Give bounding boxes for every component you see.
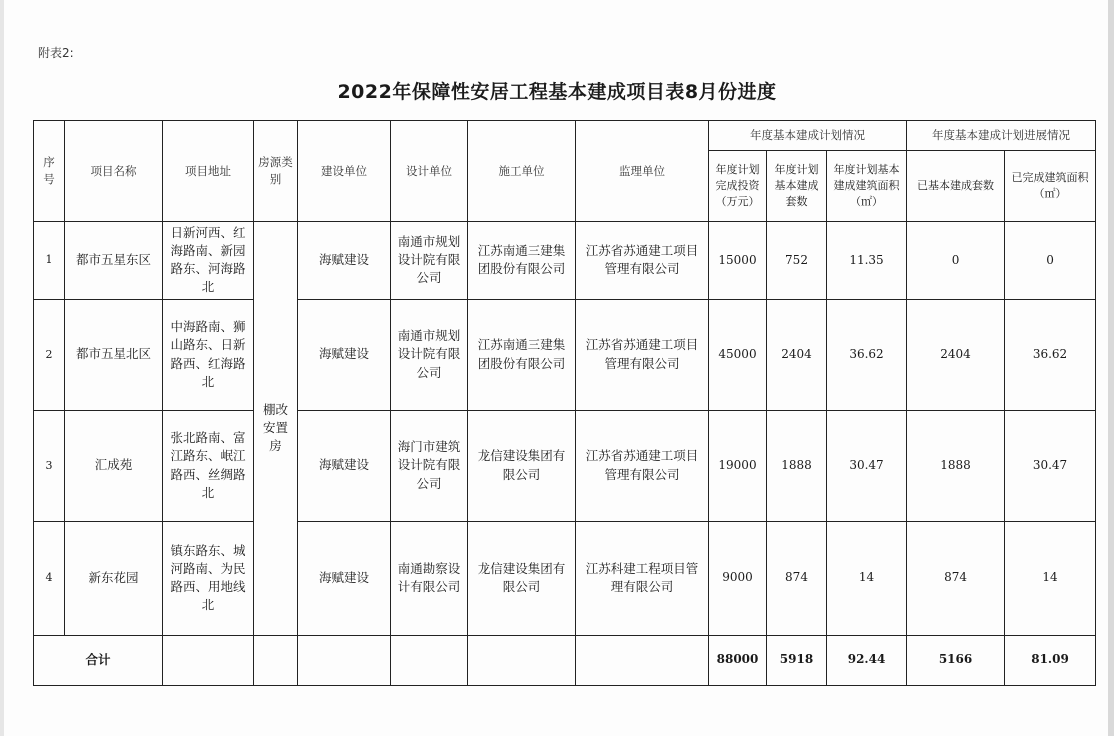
plan-investment: 15000 [709,222,767,300]
supervisor: 江苏科建工程项目管理有限公司 [576,521,709,635]
plan-units: 752 [767,222,827,300]
row-index: 1 [34,222,65,300]
header-supervisor: 监理单位 [576,121,709,222]
total-label: 合计 [34,635,163,685]
header-plan-investment: 年度计划完成投资（万元） [709,151,767,222]
constructor: 龙信建设集团有限公司 [468,410,576,521]
scan-left-edge [0,0,4,736]
constructor: 江苏南通三建集团股份有限公司 [468,299,576,410]
total-empty-cell [163,635,254,685]
project-address: 镇东路东、城河路南、为民路西、用地线北 [163,521,254,635]
header-address: 项目地址 [163,121,254,222]
table-row [34,410,1096,521]
project-name: 都市五星东区 [65,222,163,300]
header-done-area: 已完成建筑面积（㎡） [1005,151,1096,222]
row-index: 3 [34,410,65,521]
page-title: 2022年保障性安居工程基本建成项目表8月份进度 [337,81,777,103]
header-project-name: 项目名称 [65,121,163,222]
table-row [34,222,1096,300]
builder: 海赋建设 [298,410,391,521]
attachment-label: 附表2: [38,46,74,60]
table-row [34,299,1096,410]
done-units: 0 [907,222,1005,300]
constructor: 江苏南通三建集团股份有限公司 [468,222,576,300]
plan-investment: 19000 [709,410,767,521]
scan-right-edge [1108,0,1114,736]
project-name: 新东花园 [65,521,163,635]
row-index: 4 [34,521,65,635]
done-units: 874 [907,521,1005,635]
done-area: 36.62 [1005,299,1096,410]
done-units: 2404 [907,299,1005,410]
total-plan-units: 5918 [767,635,827,685]
row-index: 2 [34,299,65,410]
plan-units: 1888 [767,410,827,521]
plan-area: 30.47 [827,410,907,521]
plan-investment: 45000 [709,299,767,410]
builder: 海赋建设 [298,222,391,300]
project-address: 日新河西、红海路南、新园路东、河海路北 [163,222,254,300]
builder: 海赋建设 [298,299,391,410]
supervisor: 江苏省苏通建工项目管理有限公司 [576,222,709,300]
project-name: 汇成苑 [65,410,163,521]
header-plan-area: 年度计划基本建成建筑面积（㎡） [827,151,907,222]
plan-area: 14 [827,521,907,635]
total-plan-investment: 88000 [709,635,767,685]
total-empty-cell [254,635,298,685]
builder: 海赋建设 [298,521,391,635]
header-index: 序号 [34,121,65,222]
plan-area: 36.62 [827,299,907,410]
header-builder: 建设单位 [298,121,391,222]
done-area: 0 [1005,222,1096,300]
total-empty-cell [298,635,391,685]
project-address: 张北路南、富江路东、岷江路西、丝绸路北 [163,410,254,521]
header-house-type: 房源类别 [254,121,298,222]
header-constructor: 施工单位 [468,121,576,222]
project-table [33,120,1096,686]
total-row [34,635,1096,685]
designer: 南通勘察设计有限公司 [391,521,468,635]
total-empty-cell [468,635,576,685]
designer: 南通市规划设计院有限公司 [391,299,468,410]
plan-units: 2404 [767,299,827,410]
table-row [34,521,1096,635]
header-plan-units: 年度计划基本建成套数 [767,151,827,222]
done-area: 30.47 [1005,410,1096,521]
constructor: 龙信建设集团有限公司 [468,521,576,635]
done-area: 14 [1005,521,1096,635]
done-units: 1888 [907,410,1005,521]
plan-units: 874 [767,521,827,635]
project-name: 都市五星北区 [65,299,163,410]
header-group-progress: 年度基本建成计划进展情况 [907,121,1096,151]
total-empty-cell [576,635,709,685]
house-type: 棚改安置房 [254,222,298,636]
plan-area: 11.35 [827,222,907,300]
total-done-area: 81.09 [1005,635,1096,685]
designer: 海门市建筑设计院有限公司 [391,410,468,521]
total-empty-cell [391,635,468,685]
designer: 南通市规划设计院有限公司 [391,222,468,300]
total-done-units: 5166 [907,635,1005,685]
header-group-plan: 年度基本建成计划情况 [709,121,907,151]
supervisor: 江苏省苏通建工项目管理有限公司 [576,410,709,521]
header-done-units: 已基本建成套数 [907,151,1005,222]
project-address: 中海路南、狮山路东、日新路西、红海路北 [163,299,254,410]
supervisor: 江苏省苏通建工项目管理有限公司 [576,299,709,410]
header-designer: 设计单位 [391,121,468,222]
header-row-group [34,121,1096,151]
total-plan-area: 92.44 [827,635,907,685]
plan-investment: 9000 [709,521,767,635]
